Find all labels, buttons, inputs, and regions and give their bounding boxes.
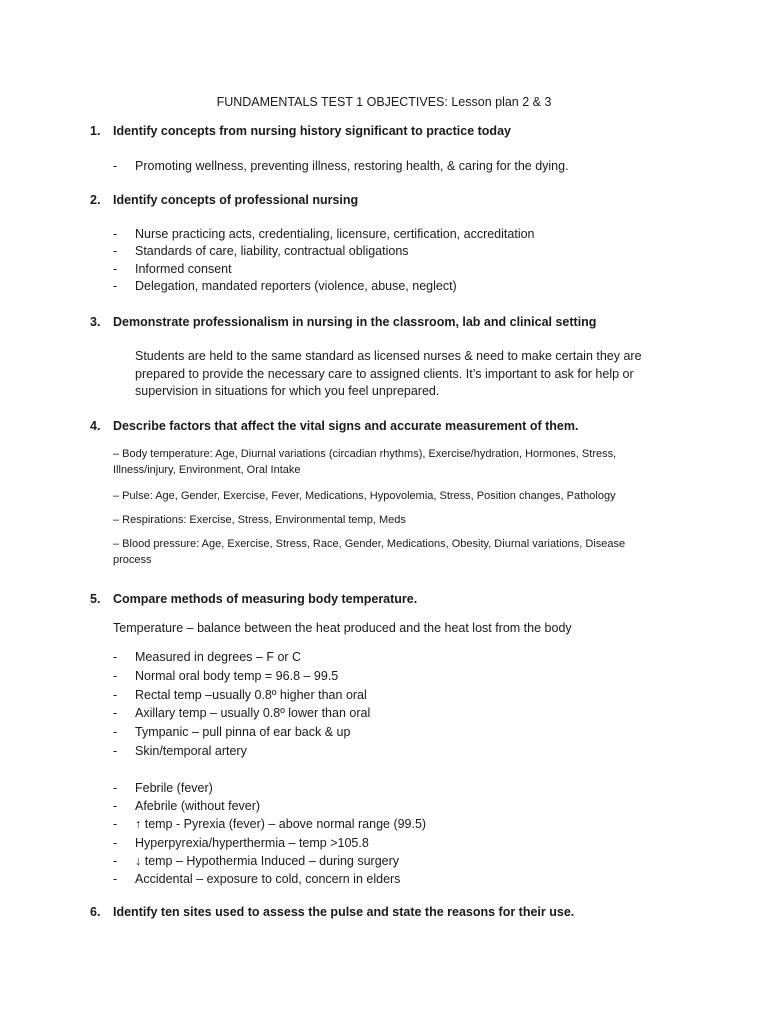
objective-3-paragraph: Students are held to the same standard as licensed nurses & need to make certain they are prepared to provide the necessary care to assigned clients. It’s important to ask for help or supervision in situations for which you feel unprepared.	[135, 349, 642, 398]
objective-6-heading	[90, 904, 574, 920]
objective-1-bullets	[113, 157, 569, 175]
objective-number: 4.	[90, 419, 101, 433]
list-item: - Rectal temp –usually 0.8º higher than oral	[113, 687, 367, 702]
list-item: - Hyperpyrexia/hyperthermia – temp >105.8	[113, 835, 369, 850]
objective-5-heading	[90, 591, 417, 607]
list-item: - Standards of care, liability, contractual obligations	[113, 244, 409, 259]
list-item: - Promoting wellness, preventing illness, restoring health, & caring for the dying.	[113, 159, 569, 173]
vital-sign-factor-blood-pressure: – Blood pressure: Age, Exercise, Stress, Race, Gender, Medications, Obesity, Diurnal variations, Disease process	[113, 538, 626, 566]
list-item: - Axillary temp – usually 0.8º lower than oral	[113, 706, 371, 721]
objective-2-bullets	[113, 226, 535, 295]
objective-2-heading	[90, 192, 358, 208]
list-item: - Nurse practicing acts, credentialing, licensure, certification, accreditation	[113, 227, 535, 241]
vital-sign-factor-temperature: – Body temperature: Age, Diurnal variations (circadian rhythms), Exercise/hydration, Hormones, Stress, Illness/injury, Environment, Oral Intake	[113, 448, 617, 476]
objective-text: Demonstrate professionalism in nursing in the classroom, lab and clinical setting	[113, 315, 597, 329]
objective-number: 6.	[90, 905, 101, 919]
vital-sign-factor-respirations: – Respirations: Exercise, Stress, Environmental temp, Meds	[113, 514, 406, 526]
temperature-condition-list	[113, 779, 426, 888]
list-item: - Normal oral body temp = 96.8 – 99.5	[113, 668, 339, 683]
temperature-definition: Temperature – balance between the heat produced and the heat lost from the body	[113, 621, 572, 635]
objective-number: 2.	[90, 193, 101, 207]
list-item: - Afebrile (without fever)	[113, 799, 261, 814]
list-item: - Delegation, mandated reporters (violence, abuse, neglect)	[113, 278, 457, 293]
objective-number: 1.	[90, 124, 101, 138]
list-item: - ↓ temp – Hypothermia Induced – during surgery	[113, 853, 400, 868]
list-item: - ↑ temp - Pyrexia (fever) – above normal range (99.5)	[113, 817, 427, 832]
page-title: FUNDAMENTALS TEST 1 OBJECTIVES: Lesson plan 2 & 3	[216, 95, 552, 109]
objective-1-heading	[90, 123, 511, 139]
list-item: - Febrile (fever)	[113, 781, 213, 795]
list-item: - Skin/temporal artery	[113, 743, 247, 758]
objective-4-heading	[90, 418, 578, 434]
objective-number: 5.	[90, 592, 101, 606]
vital-sign-factor-pulse: – Pulse: Age, Gender, Exercise, Fever, Medications, Hypovolemia, Stress, Position changes, Pathology	[113, 490, 616, 502]
list-item: - Informed consent	[113, 261, 232, 276]
objective-number: 3.	[90, 315, 101, 329]
objective-text: Identify ten sites used to assess the pulse and state the reasons for their use.	[113, 905, 575, 919]
list-item: - Tympanic – pull pinna of ear back & up	[113, 725, 351, 740]
temperature-measurement-list	[113, 648, 370, 761]
objective-text: Compare methods of measuring body temperature.	[113, 592, 418, 606]
objective-3-heading	[90, 314, 596, 330]
objective-text: Describe factors that affect the vital signs and accurate measurement of them.	[113, 419, 579, 433]
objective-text: Identify concepts from nursing history significant to practice today	[113, 124, 511, 138]
list-item: - Measured in degrees – F or C	[113, 650, 302, 664]
objective-text: Identify concepts of professional nursing	[113, 193, 359, 207]
list-item: - Accidental – exposure to cold, concern in elders	[113, 872, 401, 887]
